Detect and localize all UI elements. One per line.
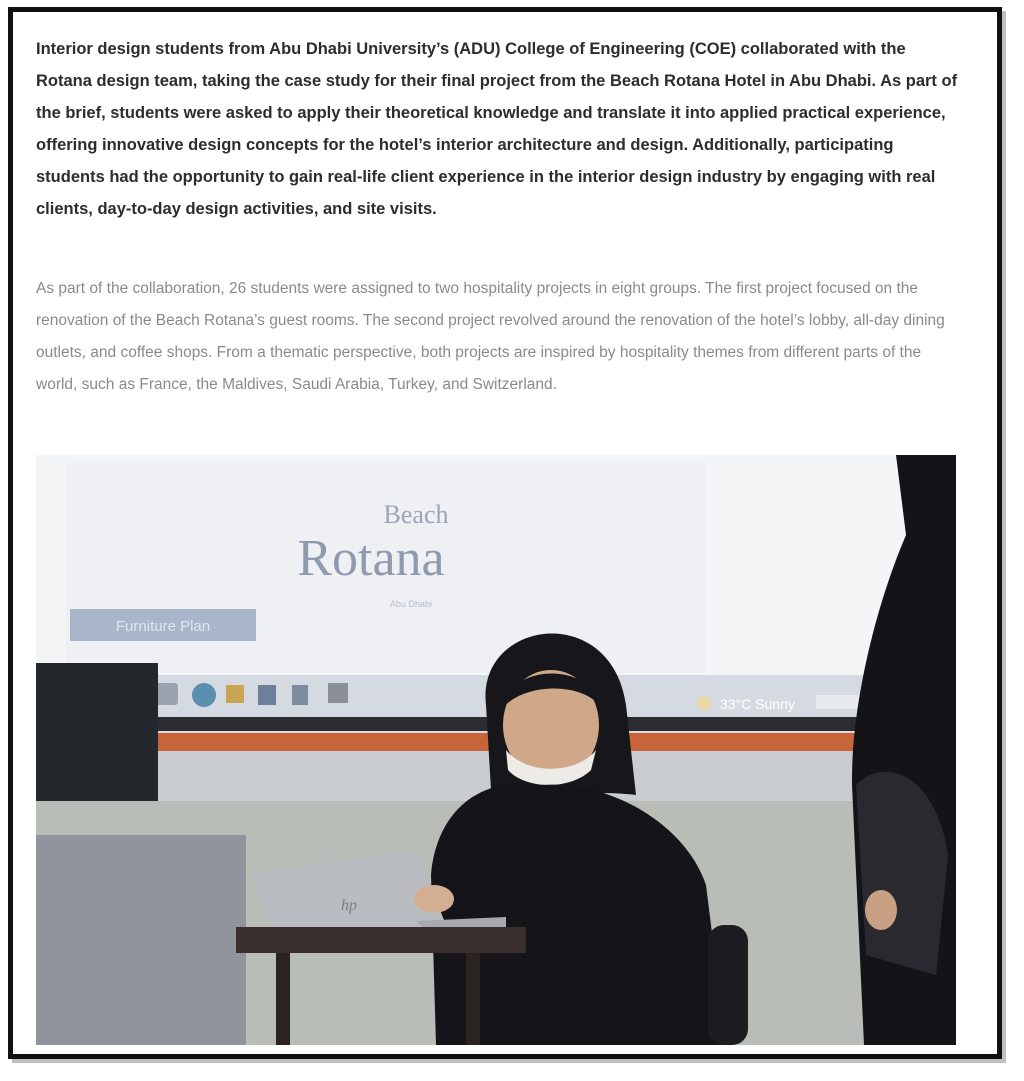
- desk: [236, 927, 526, 953]
- screen-logo-top: Beach: [383, 500, 449, 529]
- lead-paragraph: Interior design students from Abu Dhabi University’s (ADU) College of Engineering (COE) collaborated with the Rotana design team, taking the case study for their final project from the Beach Rotana Hotel in Abu Dhabi. As part of the brief, students were asked to apply their theoretical knowledge and translate it into applied practical experience, offering innovative design concepts for the hotel’s interior architecture and design. Additionally, participating students had the opportunity to gain real-life client experience in the interior design industry by engaging with real clients, day-to-day design activities, and site visits.: [36, 40, 958, 218]
- laptop-brand: hp: [341, 897, 357, 914]
- screen-button-label: Furniture Plan: [115, 618, 211, 635]
- body-paragraph: As part of the collaboration, 26 students were assigned to two hospitality projects in eight groups. The first project focused on the renovation of the Beach Rotana’s guest rooms. The second project revolved around the renovation of the hotel’s lobby, all-day dining outlets, and coffee shops. From a thematic perspective, both projects are inspired by hospitality themes from different parts of the world, such as France, the Maldives, Saudi Arabia, Turkey, and Switzerland.: [36, 280, 945, 393]
- taskbar-weather: 33°C Sunny: [720, 696, 795, 712]
- article-photo: [36, 455, 956, 1045]
- screen-logo-main: Rotana: [297, 530, 445, 587]
- screen-logo-sub: Abu Dhabi: [389, 599, 433, 609]
